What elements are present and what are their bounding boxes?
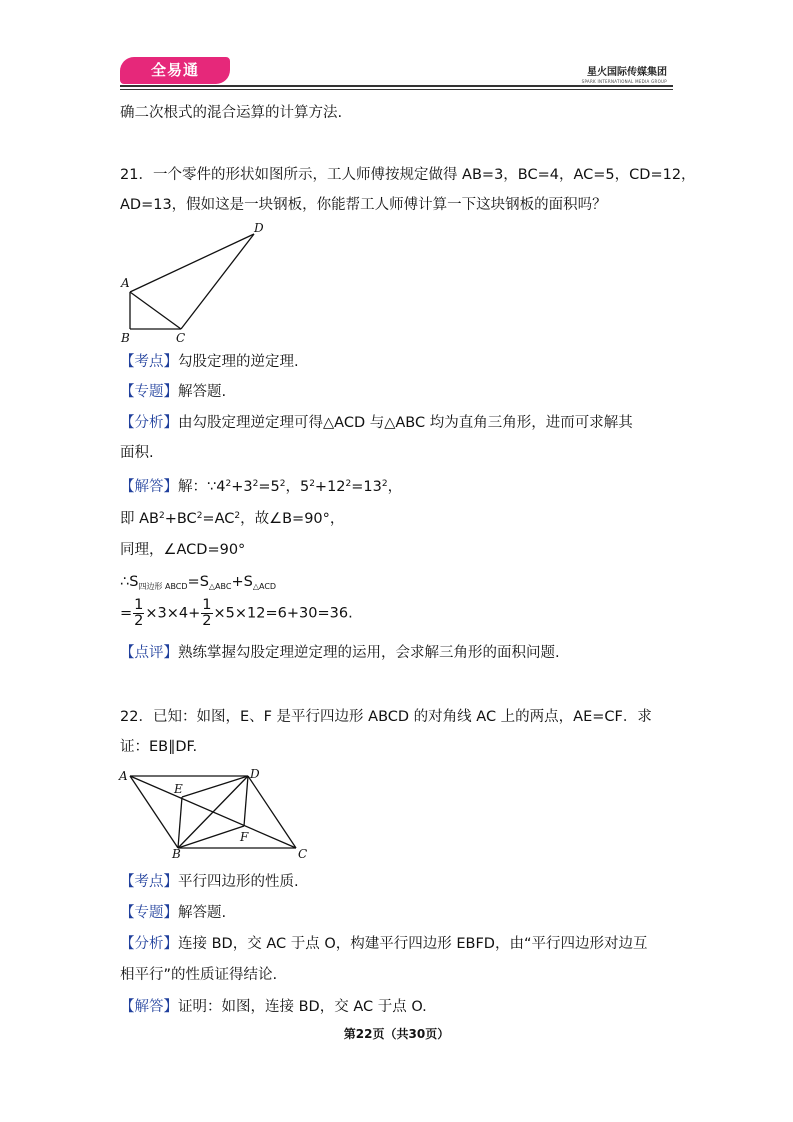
q22-label-e: E bbox=[174, 782, 183, 796]
header-rule bbox=[120, 85, 673, 87]
q21-figure bbox=[110, 218, 270, 348]
q22-kaodian bbox=[120, 873, 299, 891]
brand-name-cn: 星火国际传媒集团 bbox=[587, 67, 667, 78]
q21-kaodian-tag: 【考点】 bbox=[120, 354, 178, 370]
q21-jieda-tag: 【解答】 bbox=[120, 479, 178, 495]
q21-fenxi-text: 由勾股定理逆定理可得△ACD 与△ABC 均为直角三角形，进而可求解其 bbox=[178, 415, 633, 431]
q22-fenxi-line2: 相平行”的性质证得结论. bbox=[120, 967, 278, 983]
q22-zhuanti-tag: 【专题】 bbox=[120, 905, 178, 921]
q22-label-b: B bbox=[172, 847, 181, 861]
q22-fenxi-text: 连接 BD，交 AC 于点 O，构建平行四边形 EBFD，由“平行四边形对边互 bbox=[178, 936, 648, 952]
q22-fenxi-tag: 【分析】 bbox=[120, 936, 178, 952]
q21-fenxi-tag: 【分析】 bbox=[120, 415, 178, 431]
q22-stem-line1: 22．已知：如图，E、F 是平行四边形 ABCD 的对角线 AC 上的两点，AE=CF．求 bbox=[120, 709, 652, 725]
q22-kaodian-text: 平行四边形的性质. bbox=[178, 874, 299, 890]
q21-zhuanti-tag: 【专题】 bbox=[120, 384, 178, 400]
q21-dianping-text: 熟练掌握勾股定理逆定理的运用，会求解三角形的面积问题. bbox=[178, 645, 560, 661]
q21-zhuanti-text: 解答题. bbox=[178, 384, 227, 400]
q22-label-a: A bbox=[119, 769, 128, 783]
q21-dianping bbox=[120, 644, 560, 662]
q21-jieda-line4: $\therefore S_{四边形 ABCD}=S_{\triangle ABC}+S_{\triangle ACD}$ bbox=[120, 574, 277, 591]
header-rule-thin bbox=[120, 89, 673, 90]
continuation-text: 确二次根式的混合运算的计算方法. bbox=[120, 105, 343, 121]
q21-jieda-line5: = $\frac{1}{2}$ ×3×4+ $\frac{1}{2}$ ×5×12=6+30=36. bbox=[120, 597, 353, 629]
q22-label-f: F bbox=[240, 830, 249, 844]
q22-figure bbox=[110, 762, 320, 862]
q21-stem-line1: 21．一个零件的形状如图所示，工人师傅按规定做得 AB=3，BC=4，AC=5，CD=12， bbox=[120, 167, 696, 183]
q21-kaodian bbox=[120, 353, 299, 371]
q22-jieda bbox=[120, 998, 427, 1016]
q22-label-c: C bbox=[298, 847, 308, 861]
q21-label-d: D bbox=[254, 221, 264, 235]
q21-kaodian-text: 勾股定理的逆定理. bbox=[178, 354, 299, 370]
q22-fenxi bbox=[120, 935, 648, 953]
page-number: 第22页（共30页） bbox=[343, 1027, 450, 1041]
q21-dianping-tag: 【点评】 bbox=[120, 645, 178, 661]
q21-fenxi-line2: 面积. bbox=[120, 445, 154, 461]
q22-label-d: D bbox=[250, 767, 260, 781]
q21-jieda-line3: 同理，∠ACD=90° bbox=[120, 542, 246, 558]
q22-kaodian-tag: 【考点】 bbox=[120, 874, 178, 890]
q21-fenxi bbox=[120, 414, 633, 432]
brand-name-en: SPARK INTERNATIONAL MEDIA GROUP bbox=[581, 79, 667, 84]
q21-jieda-line1: 【解答】解：$\because 4^2+3^2=5^2$，$5^2+12^2=13^2$， bbox=[120, 479, 403, 495]
q22-stem-line2: 证：EB∥DF. bbox=[120, 739, 198, 755]
q21-jieda-line2: 即 $AB^2+BC^2=AC^2$，故∠B=90°， bbox=[120, 511, 345, 527]
brand bbox=[582, 63, 667, 84]
q22-zhuanti-text: 解答题. bbox=[178, 905, 227, 921]
q21-label-a: A bbox=[121, 276, 130, 290]
q21-zhuanti bbox=[120, 383, 226, 401]
q22-zhuanti bbox=[120, 904, 226, 922]
fraction-half-1: $\frac{1}{2}$ bbox=[134, 597, 144, 629]
fraction-half-2: $\frac{1}{2}$ bbox=[202, 597, 212, 629]
q22-jieda-tag: 【解答】 bbox=[120, 999, 178, 1015]
q21-label-b: B bbox=[121, 331, 130, 345]
q22-jieda-text: 证明：如图，连接 BD，交 AC 于点 O. bbox=[178, 999, 427, 1015]
q21-label-c: C bbox=[176, 331, 186, 345]
q21-stem-line2: AD=13，假如这是一块钢板，你能帮工人师傅计算一下这块钢板的面积吗？ bbox=[120, 197, 607, 213]
logo: 全易通 bbox=[120, 57, 230, 84]
